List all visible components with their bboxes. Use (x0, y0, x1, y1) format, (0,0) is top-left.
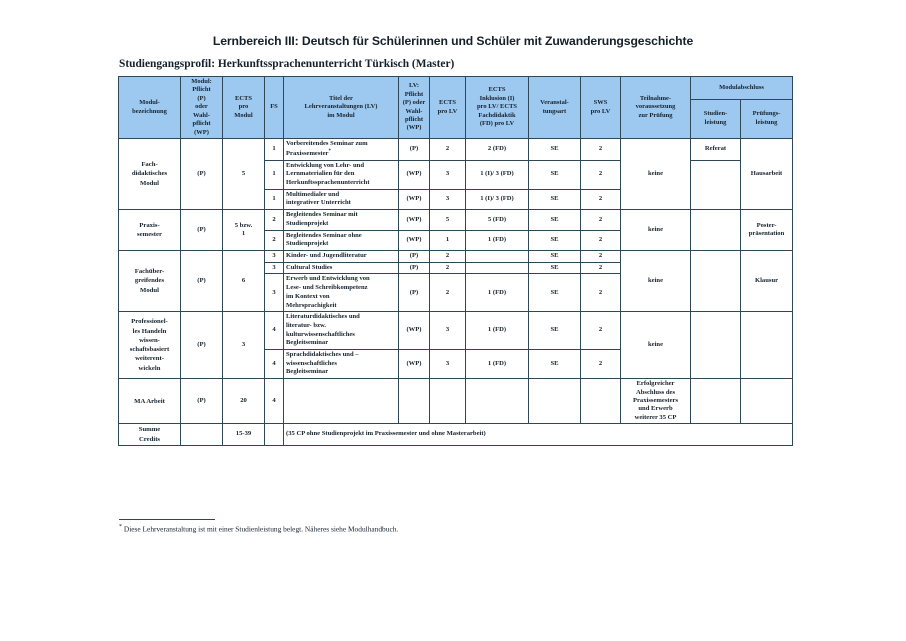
cell-fs: 1 (265, 189, 284, 209)
cell-ects-inklusion: 5 (FD) (466, 210, 529, 230)
cell-sws-pro-lv: 2 (581, 189, 621, 209)
table-row-summe-credits (119, 424, 793, 446)
cell-ects-pro-lv: 2 (430, 262, 466, 274)
table-row (119, 250, 793, 262)
cell-ects-pro-lv: 3 (430, 312, 466, 350)
cell-ects-pro-lv: 5 (430, 210, 466, 230)
table-row (119, 312, 793, 350)
header-row-1 (119, 77, 793, 100)
cell-sws-pro-lv: 2 (581, 312, 621, 350)
cell-titel-lv: Entwicklung von Lehr- und Lernmaterialien für den Herkunftssprachenunterricht (284, 160, 399, 189)
table-row-ma-arbeit (119, 379, 793, 424)
cell-veranstaltungsart: SE (529, 350, 581, 379)
header-ects-inklusion: ECTS Inklusion (I) pro LV/ ECTS Fachdidaktik (FD) pro LV (466, 77, 529, 139)
cell-titel-lv (284, 379, 399, 424)
cell-titel-lv: Literaturdidaktisches und literatur- bzw. kulturwissenschaftliches Begleitseminar (284, 312, 399, 350)
cell-lv-pflicht: (WP) (399, 189, 430, 209)
cell-modul-pflicht: (P) (181, 210, 223, 251)
cell-veranstaltungsart: SE (529, 210, 581, 230)
cell-ects-pro-lv: 3 (430, 350, 466, 379)
cell-veranstaltungsart: SE (529, 189, 581, 209)
cell-ects-pro-lv: 3 (430, 160, 466, 189)
cell-ects-inklusion: 1 (FD) (466, 350, 529, 379)
cell-ects-inklusion: 1 (I)/ 3 (FD) (466, 160, 529, 189)
cell-lv-pflicht: (P) (399, 262, 430, 274)
cell-studienleistung (691, 210, 741, 251)
header-fs: FS (265, 77, 284, 139)
cell-ects-inklusion: 2 (FD) (466, 139, 529, 161)
cell-veranstaltungsart: SE (529, 274, 581, 312)
cell-ects-inklusion: 1 (FD) (466, 274, 529, 312)
cell-titel-lv: Begleitendes Seminar ohne Studienprojekt (284, 230, 399, 250)
cell-veranstaltungsart: SE (529, 250, 581, 262)
cell-sws-pro-lv: 2 (581, 230, 621, 250)
cell-veranstaltungsart: SE (529, 139, 581, 161)
header-modulabschluss: Modulabschluss (691, 77, 793, 100)
cell-modul-pflicht: (P) (181, 312, 223, 379)
cell-lv-pflicht: (P) (399, 139, 430, 161)
cell-modulbezeichnung: Praxis- semester (119, 210, 181, 251)
header-modulbezeichnung: Modul- bezeichnung (119, 77, 181, 139)
cell-ects-pro-lv: 2 (430, 139, 466, 161)
cell-fs: 3 (265, 274, 284, 312)
header-lv-pflicht: LV: Pflicht (P) oder Wahl- pflicht (WP) (399, 77, 430, 139)
cell-veranstaltungsart: SE (529, 262, 581, 274)
cell-lv-pflicht: (WP) (399, 210, 430, 230)
cell-summe-pflicht (181, 424, 223, 446)
cell-fs: 1 (265, 139, 284, 161)
cell-modulbezeichnung: Professionel- les Handeln wissen- schaftsbasiert weiterent- wickeln (119, 312, 181, 379)
cell-studienleistung (691, 379, 741, 424)
header-sws-pro-lv: SWS pro LV (581, 77, 621, 139)
cell-teilnahmevoraussetzung: Erfolgreicher Abschluss des Praxissemesters und Erwerb weiterer 35 CP (621, 379, 691, 424)
cell-lv-pflicht: (WP) (399, 312, 430, 350)
cell-modulbezeichnung: Fachüber- greifendes Modul (119, 250, 181, 311)
cell-teilnahmevoraussetzung: keine (621, 312, 691, 379)
cell-ects-pro-modul: 3 (223, 312, 265, 379)
cell-titel-lv: Begleitendes Seminar mit Studienprojekt (284, 210, 399, 230)
footnote-separator (119, 519, 215, 520)
header-pruefungsleistung: Prüfungs- leistung (741, 99, 793, 138)
cell-modul-pflicht: (P) (181, 139, 223, 210)
cell-modulbezeichnung: Fach- didaktisches Modul (119, 139, 181, 210)
cell-teilnahmevoraussetzung: keine (621, 210, 691, 251)
table-row (119, 210, 793, 230)
cell-summe-ects: 15-39 (223, 424, 265, 446)
cell-summe-note: (35 CP ohne Studienprojekt im Praxissemester und ohne Masterarbeit) (284, 424, 793, 446)
cell-ects-inklusion (466, 250, 529, 262)
table-body (119, 139, 793, 446)
cell-pruefungsleistung: Hausarbeit (741, 139, 793, 210)
cell-teilnahmevoraussetzung: keine (621, 250, 691, 311)
cell-fs: 1 (265, 160, 284, 189)
cell-titel-lv: Cultural Studies (284, 262, 399, 274)
cell-ects-inklusion: 1 (FD) (466, 312, 529, 350)
cell-veranstaltungsart (529, 379, 581, 424)
cell-titel-lv: Kinder- und Jugendliteratur (284, 250, 399, 262)
cell-modul-pflicht: (P) (181, 250, 223, 311)
cell-sws-pro-lv: 2 (581, 350, 621, 379)
page-title: Lernbereich III: Deutsch für Schülerinnen und Schüler mit Zuwanderungsgeschichte (212, 34, 694, 48)
cell-lv-pflicht: (WP) (399, 160, 430, 189)
cell-sws-pro-lv: 2 (581, 210, 621, 230)
cell-fs: 4 (265, 379, 284, 424)
cell-pruefungsleistung (741, 312, 793, 379)
page-subtitle: Studiengangsprofil: Herkunftssprachenunterricht Türkisch (Master) (119, 58, 455, 70)
cell-ects-pro-modul: 5 bzw. 1 (223, 210, 265, 251)
cell-pruefungsleistung (741, 379, 793, 424)
cell-ects-pro-modul: 6 (223, 250, 265, 311)
cell-studienleistung: Referat (691, 139, 741, 161)
cell-lv-pflicht: (WP) (399, 350, 430, 379)
cell-titel-lv: Multimedialer und integrativer Unterricht (284, 189, 399, 209)
footnote-marker: * (119, 524, 122, 530)
header-modul-pflicht: Modul: Pflicht (P) oder Wahl- pflicht (WP) (181, 77, 223, 139)
cell-ects-pro-modul: 5 (223, 139, 265, 210)
table-row (119, 139, 793, 161)
module-plan-table (118, 76, 793, 446)
cell-pruefungsleistung: Klausur (741, 250, 793, 311)
header-titel-lv: Titel der Lehrveranstaltungen (LV) im Modul (284, 77, 399, 139)
cell-titel-lv: Sprachdidaktisches und – wissenschaftliches Begleitseminar (284, 350, 399, 379)
cell-veranstaltungsart: SE (529, 312, 581, 350)
cell-ects-pro-lv: 3 (430, 189, 466, 209)
cell-sws-pro-lv: 2 (581, 274, 621, 312)
cell-summe-label: Summe Credits (119, 424, 181, 446)
cell-modul-pflicht: (P) (181, 379, 223, 424)
header-teilnahmevoraussetzung: Teilnahme- voraussetzung zur Prüfung (621, 77, 691, 139)
cell-lv-pflicht: (WP) (399, 230, 430, 250)
cell-ects-inklusion (466, 262, 529, 274)
header-ects-pro-lv: ECTS pro LV (430, 77, 466, 139)
cell-sws-pro-lv: 2 (581, 160, 621, 189)
header-ects-pro-modul: ECTS pro Modul (223, 77, 265, 139)
cell-pruefungsleistung: Poster- präsentation (741, 210, 793, 251)
cell-modulbezeichnung: MA Arbeit (119, 379, 181, 424)
cell-sws-pro-lv: 2 (581, 262, 621, 274)
footnote (119, 524, 398, 533)
cell-studienleistung (691, 250, 741, 311)
footnote-text: Diese Lehrveranstaltung ist mit einer Studienleistung belegt. Näheres siehe Modulhandbuch. (123, 524, 399, 534)
header-veranstaltungsart: Veranstal- tungsart (529, 77, 581, 139)
cell-ects-inklusion: 1 (FD) (466, 230, 529, 250)
cell-fs: 3 (265, 250, 284, 262)
cell-studienleistung (691, 312, 741, 379)
cell-sws-pro-lv: 2 (581, 139, 621, 161)
cell-lv-pflicht: (P) (399, 250, 430, 262)
cell-lv-pflicht (399, 379, 430, 424)
cell-titel-lv: Vorbereitendes Seminar zum Praxissemester* (284, 139, 399, 161)
cell-fs: 4 (265, 350, 284, 379)
cell-ects-pro-lv: 1 (430, 230, 466, 250)
cell-sws-pro-lv: 2 (581, 250, 621, 262)
cell-ects-pro-modul: 20 (223, 379, 265, 424)
cell-ects-inklusion (466, 379, 529, 424)
cell-sws-pro-lv (581, 379, 621, 424)
cell-fs: 3 (265, 262, 284, 274)
cell-fs: 4 (265, 312, 284, 350)
cell-veranstaltungsart: SE (529, 160, 581, 189)
header-studienleistung: Studien- leistung (691, 99, 741, 138)
cell-lv-pflicht: (P) (399, 274, 430, 312)
cell-ects-pro-lv: 2 (430, 274, 466, 312)
table-header (119, 77, 793, 139)
cell-studienleistung (691, 160, 741, 210)
cell-fs: 2 (265, 210, 284, 230)
cell-fs: 2 (265, 230, 284, 250)
cell-veranstaltungsart: SE (529, 230, 581, 250)
cell-summe-fs (265, 424, 284, 446)
cell-ects-pro-lv: 2 (430, 250, 466, 262)
cell-ects-pro-lv (430, 379, 466, 424)
cell-teilnahmevoraussetzung: keine (621, 139, 691, 210)
cell-titel-lv: Erwerb und Entwicklung von Lese- und Schreibkompetenz im Kontext von Mehrsprachigkeit (284, 274, 399, 312)
cell-ects-inklusion: 1 (I)/ 3 (FD) (466, 189, 529, 209)
